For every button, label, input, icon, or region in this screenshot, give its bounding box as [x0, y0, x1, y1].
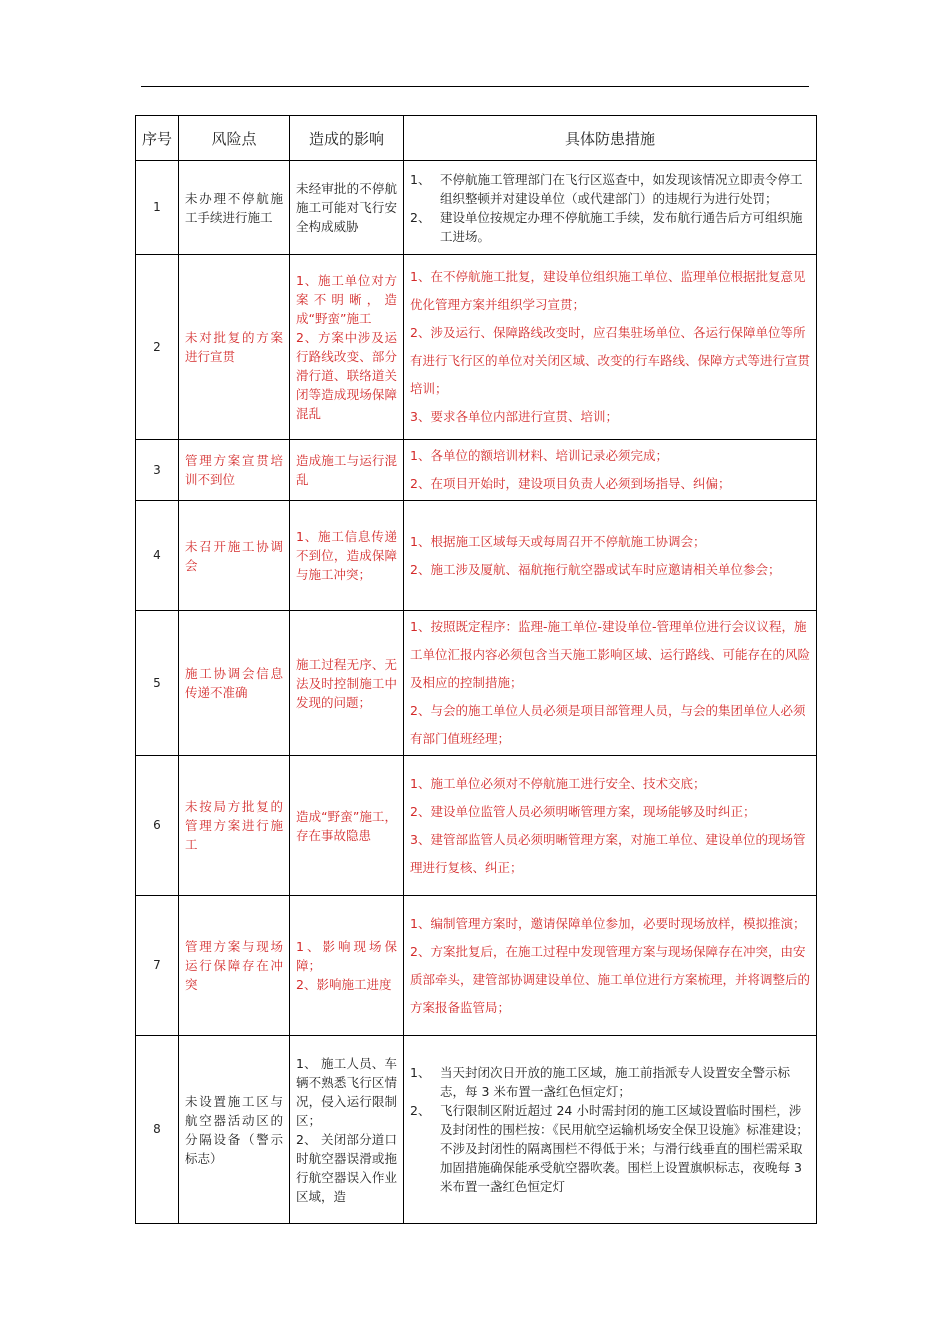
measures-cell — [404, 896, 817, 1036]
risk-point: 未设置施工区与航空器活动区的分隔设备（警示标志） — [179, 1036, 290, 1224]
impact-item: 施工过程无序、无法及时控制施工中发现的问题； — [296, 656, 397, 710]
measures-cell — [404, 1036, 817, 1224]
measure-item: 1、根据施工区域每天或每周召开不停航施工协调会； — [410, 533, 706, 549]
impact-item: 1、施工单位对方案不明晰，造成“野蛮”施工 — [296, 273, 397, 326]
measure-item: 1、按照既定程序：监理-施工单位-建设单位-管理单位进行会议议程，施工单位汇报内容必须包含当天施工影响区域、运行路线、可能存在的风险及相应的控制措施； — [410, 619, 811, 690]
measure-item: 3、要求各单位内部进行宣贯、培训； — [410, 409, 618, 424]
measures-cell — [404, 161, 817, 255]
impact-item: 造成“野蛮”施工，存在事故隐患 — [296, 808, 397, 843]
measure-item: 2、涉及运行、保障路线改变时，应召集驻场单位、各运行保障单位等所有进行飞行区的单位对关闭区域、改变的行车路线、保障方式等进行宣贯培训； — [410, 325, 811, 396]
measure-number: 2、 — [410, 1103, 431, 1118]
impact-item: 1、施工信息传递不到位，造成保障与施工冲突； — [296, 529, 397, 582]
top-rule — [141, 86, 809, 87]
measures-cell — [404, 611, 817, 756]
measures-list — [410, 263, 810, 431]
measure-item: 1、编制管理方案时，邀请保障单位参加，必要时现场放样，模拟推演； — [410, 915, 806, 931]
row-number: 6 — [136, 756, 179, 896]
table-row — [136, 161, 817, 255]
measures-cell — [404, 756, 817, 896]
measures-list — [410, 770, 810, 882]
measure-text: 当天封闭次日开放的施工区域，施工前指派专人设置安全警示标志，每 3 米布置一盏红色恒定灯； — [440, 1065, 791, 1099]
impact-cell — [290, 1036, 404, 1224]
measure-item: 1、在不停航施工批复，建设单位组织施工单位、监理单位根据批复意见优化管理方案并组织学习宣贯； — [410, 269, 806, 312]
impact-cell — [290, 255, 404, 440]
measures-list — [410, 528, 810, 584]
measure-item: 2、建设单位监管人员必须明晰管理方案，现场能够及时纠正； — [410, 803, 756, 819]
risk-point: 管理方案与现场运行保障存在冲突 — [179, 896, 290, 1036]
impact-cell — [290, 440, 404, 501]
impact-cell — [290, 896, 404, 1036]
measure-item: 2、与会的施工单位人员必须是项目部管理人员，与会的集团单位人必须有部门值班经理； — [410, 703, 806, 746]
header-risk: 风险点 — [179, 116, 290, 161]
row-number: 1 — [136, 161, 179, 255]
impact-cell — [290, 611, 404, 756]
impact-item: 2、影响施工进度 — [296, 977, 392, 992]
measures-list — [410, 442, 810, 498]
measures-cell — [404, 440, 817, 501]
table-row — [136, 255, 817, 440]
measure-item: 2、方案批复后，在施工过程中发现管理方案与现场保障存在冲突，由安质部牵头，建管部协调建设单位、施工单位进行方案梳理，并将调整后的方案报备监管局； — [410, 943, 811, 1015]
measure-text: 建设单位按规定办理不停航施工手续，发布航行通告后方可组织施工进场。 — [440, 209, 803, 244]
measures-list — [410, 910, 810, 1022]
impact-item: 1、 施工人员、车辆不熟悉飞行区情况，侵入运行限制区； — [296, 1055, 397, 1128]
measures-list — [410, 170, 810, 246]
risk-point: 未召开施工协调会 — [179, 501, 290, 611]
row-number: 3 — [136, 440, 179, 501]
risk-point: 未对批复的方案进行宣贯 — [179, 255, 290, 440]
measure-item: 2、在项目开始时，建设项目负责人必须到场指导、纠偏； — [410, 476, 731, 491]
measures-cell — [404, 255, 817, 440]
header-measures: 具体防患措施 — [404, 116, 817, 161]
measure-item: 2、施工涉及厦航、福航拖行航空器或试车时应邀请相关单位参会； — [410, 561, 781, 577]
measure-number: 1、 — [410, 1065, 431, 1080]
risk-point: 施工协调会信息传递不准确 — [179, 611, 290, 756]
measures-list — [410, 613, 810, 753]
measures-list — [410, 1063, 810, 1196]
impact-item: 2、 关闭部分道口时航空器误滑或拖行航空器误入作业区域，造 — [296, 1131, 397, 1204]
header-no: 序号 — [136, 116, 179, 161]
impact-item: 造成施工与运行混乱 — [296, 453, 397, 487]
row-number: 5 — [136, 611, 179, 756]
header-impact: 造成的影响 — [290, 116, 404, 161]
risk-point: 未办理不停航施工手续进行施工 — [179, 161, 290, 255]
table-row — [136, 756, 817, 896]
measures-cell — [404, 501, 817, 611]
impact-cell — [290, 161, 404, 255]
table-row — [136, 611, 817, 756]
measure-text: 不停航施工管理部门在飞行区巡查中，如发现该情况立即责令停工组织整顿并对建设单位（或代建部门）的违规行为进行处罚； — [440, 171, 803, 206]
table-row — [136, 1036, 817, 1224]
measure-item: 1、施工单位必须对不停航施工进行安全、技术交底； — [410, 775, 706, 791]
risk-point: 未按局方批复的管理方案进行施工 — [179, 756, 290, 896]
row-number: 8 — [136, 1036, 179, 1224]
impact-item: 2、方案中涉及运行路线改变、部分滑行道、联络道关闭等造成现场保障混乱 — [296, 330, 397, 421]
measure-item — [410, 208, 810, 246]
header-row — [136, 116, 817, 161]
measure-item — [410, 1063, 810, 1101]
measure-number: 1、 — [410, 171, 431, 187]
risk-point: 管理方案宣贯培训不到位 — [179, 440, 290, 501]
measure-number: 2、 — [410, 209, 431, 225]
impact-item: 1、影响现场保障； — [296, 939, 397, 973]
measure-text: 飞行限制区附近超过 24 小时需封闭的施工区域设置临时围栏，涉及封闭性的围栏按：《民用航空运输机场安全保卫设施》标准建设；不涉及封闭性的隔离围栏不得低于米；与滑行线垂直的围栏需采取加固措施确保能承受航空器吹袭。围栏上设置旗帜标志，夜晚每 3 米布置一盏红色恒定灯 — [440, 1103, 809, 1194]
measure-item: 3、建管部监管人员必须明晰管理方案，对施工单位、建设单位的现场管理进行复核、纠正； — [410, 831, 806, 875]
measure-item: 1、各单位的额培训材料、培训记录必须完成； — [410, 448, 668, 463]
table-row — [136, 896, 817, 1036]
measure-item — [410, 170, 810, 208]
impact-item: 未经审批的不停航施工可能对飞行安全构成威胁 — [296, 181, 397, 234]
row-number: 2 — [136, 255, 179, 440]
impact-cell — [290, 501, 404, 611]
row-number: 4 — [136, 501, 179, 611]
table-row — [136, 440, 817, 501]
impact-cell — [290, 756, 404, 896]
row-number: 7 — [136, 896, 179, 1036]
table-row — [136, 501, 817, 611]
measure-item — [410, 1101, 810, 1196]
risk-table — [135, 115, 817, 1224]
